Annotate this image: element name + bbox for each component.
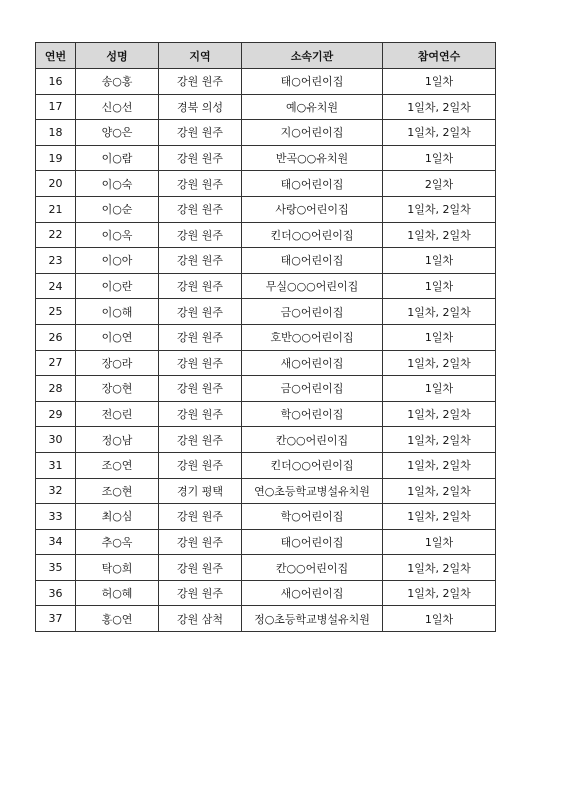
cell-name: 이○해 <box>76 299 159 325</box>
cell-participation: 1일차, 2일차 <box>383 580 496 606</box>
table-row <box>36 69 496 95</box>
cell-region: 강원 원주 <box>159 529 242 555</box>
table-row <box>36 555 496 581</box>
cell-name: 이○순 <box>76 196 159 222</box>
participant-table <box>35 42 496 632</box>
cell-name: 정○남 <box>76 427 159 453</box>
cell-region: 강원 원주 <box>159 171 242 197</box>
cell-name: 양○은 <box>76 120 159 146</box>
cell-affiliation: 태○어린이집 <box>242 171 383 197</box>
cell-name: 이○란 <box>76 273 159 299</box>
cell-region: 강원 원주 <box>159 452 242 478</box>
cell-serial-number: 17 <box>36 94 76 120</box>
cell-region: 강원 삼척 <box>159 606 242 632</box>
cell-participation: 1일차 <box>383 529 496 555</box>
cell-participation: 1일차, 2일차 <box>383 222 496 248</box>
cell-participation: 2일차 <box>383 171 496 197</box>
cell-affiliation: 지○어린이집 <box>242 120 383 146</box>
cell-region: 강원 원주 <box>159 248 242 274</box>
table-row <box>36 350 496 376</box>
cell-affiliation: 금○어린이집 <box>242 376 383 402</box>
cell-serial-number: 26 <box>36 324 76 350</box>
cell-affiliation: 연○초등학교병설유치원 <box>242 478 383 504</box>
cell-participation: 1일차 <box>383 248 496 274</box>
cell-participation: 1일차, 2일차 <box>383 120 496 146</box>
cell-name: 추○옥 <box>76 529 159 555</box>
cell-region: 강원 원주 <box>159 222 242 248</box>
cell-participation: 1일차, 2일차 <box>383 452 496 478</box>
cell-serial-number: 36 <box>36 580 76 606</box>
table-row <box>36 94 496 120</box>
cell-participation: 1일차, 2일차 <box>383 401 496 427</box>
cell-participation: 1일차, 2일차 <box>383 196 496 222</box>
cell-name: 신○선 <box>76 94 159 120</box>
cell-name: 이○연 <box>76 324 159 350</box>
cell-serial-number: 22 <box>36 222 76 248</box>
table-row <box>36 273 496 299</box>
cell-participation: 1일차, 2일차 <box>383 427 496 453</box>
cell-affiliation: 예○유치원 <box>242 94 383 120</box>
cell-serial-number: 31 <box>36 452 76 478</box>
cell-serial-number: 35 <box>36 555 76 581</box>
cell-name: 홍○연 <box>76 606 159 632</box>
cell-name: 장○현 <box>76 376 159 402</box>
cell-affiliation: 호반○○어린이집 <box>242 324 383 350</box>
cell-name: 탁○희 <box>76 555 159 581</box>
header-name: 성명 <box>76 43 159 69</box>
cell-name: 조○현 <box>76 478 159 504</box>
cell-region: 강원 원주 <box>159 580 242 606</box>
cell-serial-number: 32 <box>36 478 76 504</box>
cell-affiliation: 정○초등학교병설유치원 <box>242 606 383 632</box>
table-row <box>36 606 496 632</box>
cell-serial-number: 18 <box>36 120 76 146</box>
cell-region: 경북 의성 <box>159 94 242 120</box>
table-body <box>36 69 496 632</box>
cell-region: 강원 원주 <box>159 145 242 171</box>
table-row <box>36 580 496 606</box>
cell-affiliation: 새○어린이집 <box>242 580 383 606</box>
cell-affiliation: 태○어린이집 <box>242 69 383 95</box>
cell-participation: 1일차 <box>383 606 496 632</box>
table-row <box>36 529 496 555</box>
cell-affiliation: 태○어린이집 <box>242 248 383 274</box>
cell-participation: 1일차 <box>383 273 496 299</box>
cell-name: 이○옥 <box>76 222 159 248</box>
cell-serial-number: 29 <box>36 401 76 427</box>
cell-region: 강원 원주 <box>159 273 242 299</box>
cell-serial-number: 30 <box>36 427 76 453</box>
header-region: 지역 <box>159 43 242 69</box>
table-row <box>36 299 496 325</box>
table-row <box>36 452 496 478</box>
cell-affiliation: 사랑○어린이집 <box>242 196 383 222</box>
cell-serial-number: 27 <box>36 350 76 376</box>
cell-affiliation: 새○어린이집 <box>242 350 383 376</box>
cell-region: 강원 원주 <box>159 196 242 222</box>
cell-affiliation: 반곡○○유치원 <box>242 145 383 171</box>
cell-region: 강원 원주 <box>159 299 242 325</box>
cell-participation: 1일차, 2일차 <box>383 94 496 120</box>
cell-name: 조○연 <box>76 452 159 478</box>
cell-name: 이○아 <box>76 248 159 274</box>
table-row <box>36 222 496 248</box>
cell-participation: 1일차 <box>383 69 496 95</box>
cell-serial-number: 16 <box>36 69 76 95</box>
cell-participation: 1일차, 2일차 <box>383 350 496 376</box>
table-row <box>36 376 496 402</box>
cell-serial-number: 21 <box>36 196 76 222</box>
cell-name: 장○라 <box>76 350 159 376</box>
cell-participation: 1일차 <box>383 324 496 350</box>
table-row <box>36 324 496 350</box>
cell-affiliation: 칸○○어린이집 <box>242 555 383 581</box>
cell-affiliation: 태○어린이집 <box>242 529 383 555</box>
cell-serial-number: 25 <box>36 299 76 325</box>
cell-affiliation: 학○어린이집 <box>242 504 383 530</box>
cell-region: 강원 원주 <box>159 555 242 581</box>
table-row <box>36 427 496 453</box>
cell-participation: 1일차, 2일차 <box>383 478 496 504</box>
cell-serial-number: 34 <box>36 529 76 555</box>
table-row <box>36 196 496 222</box>
cell-region: 강원 원주 <box>159 376 242 402</box>
cell-region: 강원 원주 <box>159 120 242 146</box>
cell-participation: 1일차, 2일차 <box>383 555 496 581</box>
cell-affiliation: 금○어린이집 <box>242 299 383 325</box>
cell-participation: 1일차, 2일차 <box>383 504 496 530</box>
cell-affiliation: 칸○○어린이집 <box>242 427 383 453</box>
cell-region: 강원 원주 <box>159 350 242 376</box>
table-row <box>36 120 496 146</box>
cell-serial-number: 24 <box>36 273 76 299</box>
cell-affiliation: 킨더○○어린이집 <box>242 222 383 248</box>
cell-region: 강원 원주 <box>159 324 242 350</box>
cell-name: 송○홍 <box>76 69 159 95</box>
cell-region: 강원 원주 <box>159 69 242 95</box>
cell-name: 최○심 <box>76 504 159 530</box>
table-row <box>36 248 496 274</box>
header-serial-number: 연번 <box>36 43 76 69</box>
cell-participation: 1일차 <box>383 145 496 171</box>
cell-affiliation: 킨더○○어린이집 <box>242 452 383 478</box>
cell-region: 강원 원주 <box>159 401 242 427</box>
cell-serial-number: 28 <box>36 376 76 402</box>
cell-participation: 1일차, 2일차 <box>383 299 496 325</box>
table-row <box>36 478 496 504</box>
cell-affiliation: 학○어린이집 <box>242 401 383 427</box>
cell-serial-number: 37 <box>36 606 76 632</box>
cell-participation: 1일차 <box>383 376 496 402</box>
cell-serial-number: 23 <box>36 248 76 274</box>
cell-name: 전○린 <box>76 401 159 427</box>
table-row <box>36 504 496 530</box>
cell-region: 강원 원주 <box>159 504 242 530</box>
cell-affiliation: 무실○○○어린이집 <box>242 273 383 299</box>
table-row <box>36 145 496 171</box>
cell-name: 허○혜 <box>76 580 159 606</box>
cell-name: 이○숙 <box>76 171 159 197</box>
cell-serial-number: 19 <box>36 145 76 171</box>
cell-region: 경기 평택 <box>159 478 242 504</box>
cell-name: 이○람 <box>76 145 159 171</box>
cell-serial-number: 20 <box>36 171 76 197</box>
table-row <box>36 401 496 427</box>
cell-serial-number: 33 <box>36 504 76 530</box>
header-participation: 참여연수 <box>383 43 496 69</box>
table-header-row <box>36 43 496 69</box>
header-affiliation: 소속기관 <box>242 43 383 69</box>
table-row <box>36 171 496 197</box>
cell-region: 강원 원주 <box>159 427 242 453</box>
